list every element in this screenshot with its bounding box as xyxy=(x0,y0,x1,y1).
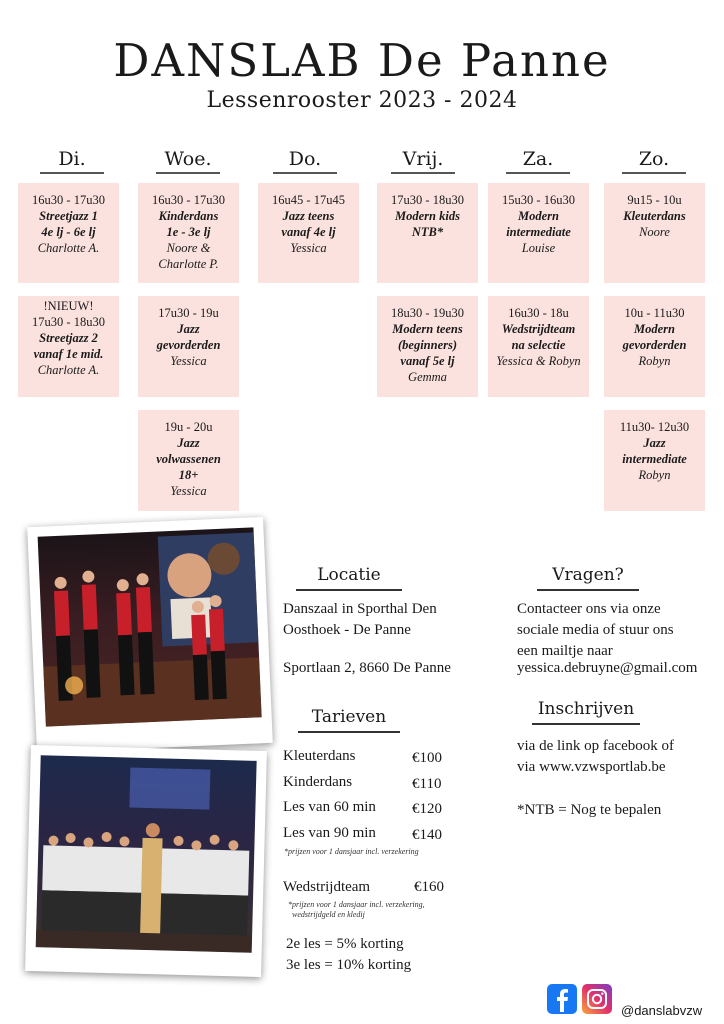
class-name: Jazz teens xyxy=(282,209,335,223)
tarieven-heading: Tarieven xyxy=(298,707,400,733)
class-card-zo-3 xyxy=(604,410,705,511)
photo-frame-group xyxy=(25,745,267,977)
class-teacher: Yessica xyxy=(170,354,207,368)
price-note: wedstrijdgeld en kledij xyxy=(292,910,365,919)
price-item-value: €160 xyxy=(414,879,444,895)
new-badge: !NIEUW! xyxy=(43,299,94,313)
class-name: Jazz xyxy=(177,322,200,336)
class-teacher: Louise xyxy=(521,241,556,255)
class-time: 19u - 20u xyxy=(164,420,213,434)
price-item-name: Les van 90 min xyxy=(283,825,376,841)
class-teacher: Robyn xyxy=(638,468,671,482)
page-title: DANSLAB De Panne xyxy=(113,34,611,87)
facebook-icon[interactable] xyxy=(547,984,577,1014)
dancers-illustration-icon xyxy=(38,527,262,726)
class-card-woe-3 xyxy=(138,410,239,511)
class-teacher: Noore xyxy=(639,225,670,239)
day-header-vrij: Vrij. xyxy=(391,148,455,174)
class-teacher: Charlotte A. xyxy=(37,363,100,377)
vragen-heading: Vragen? xyxy=(537,565,639,591)
vragen-line3: een mailtje naar xyxy=(517,643,613,659)
class-level: gevorderden xyxy=(156,338,221,352)
group-performance-photo xyxy=(36,755,257,953)
class-time: 10u - 11u30 xyxy=(624,306,685,320)
locatie-heading: Locatie xyxy=(296,565,402,591)
class-teacher: Robyn xyxy=(638,354,671,368)
class-teacher: Noore & xyxy=(166,241,211,255)
price-item-value: €100 xyxy=(412,750,442,766)
class-level: intermediate xyxy=(506,225,571,239)
class-name: Modern kids xyxy=(395,209,460,223)
day-header-zo: Zo. xyxy=(622,148,686,174)
inschrijven-heading: Inschrijven xyxy=(532,699,640,725)
class-time: 9u15 - 10u xyxy=(627,193,682,207)
price-note: *prijzen voor 1 dansjaar incl. verzekering, xyxy=(288,900,425,909)
class-level: vanaf 5e lj xyxy=(400,354,455,368)
price-item-name: Wedstrijdteam xyxy=(283,879,371,895)
class-time: 16u45 - 17u45 xyxy=(272,193,345,207)
dance-performance-photo xyxy=(38,527,262,726)
class-name: Jazz xyxy=(643,436,666,450)
day-header-za: Za. xyxy=(506,148,570,174)
price-item-name: Kleuterdans xyxy=(283,748,356,764)
class-card-di-2 xyxy=(18,296,119,397)
class-level: 18+ xyxy=(178,468,199,482)
class-teacher: Charlotte A. xyxy=(37,241,100,255)
day-header-woe: Woe. xyxy=(156,148,220,174)
class-card-zo-1 xyxy=(604,183,705,283)
class-level: na selectie xyxy=(511,338,566,352)
group-illustration-icon xyxy=(36,755,257,953)
price-item-value: €110 xyxy=(412,776,442,792)
price-item-name: Les van 60 min xyxy=(283,799,376,815)
discount-3rd: 3e les = 10% korting xyxy=(286,957,412,973)
class-level: NTB* xyxy=(411,225,444,239)
class-card-woe-2 xyxy=(138,296,239,397)
contact-email-link[interactable]: yessica.debruyne@gmail.com xyxy=(517,660,698,676)
vragen-line2: sociale media of stuur ons xyxy=(517,622,674,638)
price-item-value: €120 xyxy=(412,801,442,817)
class-level: vanaf 4e lj xyxy=(281,225,336,239)
class-time: 16u30 - 17u30 xyxy=(152,193,225,207)
photo-frame-dancers xyxy=(27,517,273,753)
instagram-icon[interactable] xyxy=(582,984,612,1014)
class-teacher: Gemma xyxy=(408,370,447,384)
class-teacher: Yessica & Robyn xyxy=(496,354,581,368)
class-level: (beginners) xyxy=(397,338,458,352)
class-time: 18u30 - 19u30 xyxy=(391,306,464,320)
class-name: Kleuterdans xyxy=(623,209,686,223)
vragen-line1: Contacteer ons via onze xyxy=(517,601,661,617)
class-time: 17u30 - 19u xyxy=(158,306,219,320)
class-level: gevorderden xyxy=(622,338,687,352)
class-time: 16u30 - 18u xyxy=(508,306,569,320)
class-name: Jazz xyxy=(177,436,200,450)
class-name: Wedstrijdteam xyxy=(501,322,576,336)
class-teacher: Charlotte P. xyxy=(158,257,219,271)
class-level: volwassenen xyxy=(156,452,221,466)
class-level: 1e - 3e lj xyxy=(166,225,211,239)
class-card-woe-1 xyxy=(138,183,239,283)
class-name: Streetjazz 1 xyxy=(39,209,98,223)
class-name: Modern xyxy=(634,322,675,336)
class-time: 16u30 - 17u30 xyxy=(32,193,105,207)
price-item-name: Kinderdans xyxy=(283,774,353,790)
class-card-za-1 xyxy=(488,183,589,283)
class-level: 4e lj - 6e lj xyxy=(41,225,96,239)
day-header-do: Do. xyxy=(273,148,337,174)
class-card-vrij-2 xyxy=(377,296,478,397)
class-card-zo-2 xyxy=(604,296,705,397)
social-handle: @danslabvzw xyxy=(621,1003,703,1018)
locatie-line1: Danszaal in Sporthal Den xyxy=(283,601,437,617)
ntb-footnote: *NTB = Nog te bepalen xyxy=(517,802,662,818)
class-card-do-1 xyxy=(258,183,359,283)
class-level: intermediate xyxy=(622,452,687,466)
website-link[interactable]: via www.vzwsportlab.be xyxy=(517,759,666,775)
class-time: 15u30 - 16u30 xyxy=(502,193,575,207)
inschrijven-line1: via de link op facebook of xyxy=(517,738,675,754)
class-name: Kinderdans xyxy=(158,209,219,223)
class-time: 11u30- 12u30 xyxy=(619,420,690,434)
discount-2nd: 2e les = 5% korting xyxy=(286,936,404,952)
class-card-di-1 xyxy=(18,183,119,283)
locatie-line2: Oosthoek - De Panne xyxy=(283,622,411,638)
class-name: Modern xyxy=(518,209,559,223)
class-teacher: Yessica xyxy=(290,241,327,255)
class-card-za-2 xyxy=(488,296,589,397)
class-teacher: Yessica xyxy=(170,484,207,498)
class-name: Modern teens xyxy=(392,322,463,336)
price-note: *prijzen voor 1 dansjaar incl. verzekering xyxy=(284,847,419,856)
locatie-address: Sportlaan 2, 8660 De Panne xyxy=(283,660,451,676)
price-item-value: €140 xyxy=(412,827,442,843)
class-name: Streetjazz 2 xyxy=(39,331,98,345)
day-header-di: Di. xyxy=(40,148,104,174)
class-card-vrij-1 xyxy=(377,183,478,283)
page-subtitle: Lessenrooster 2023 - 2024 xyxy=(206,88,518,113)
class-level: vanaf 1e mid. xyxy=(33,347,104,361)
class-time: 17u30 - 18u30 xyxy=(32,315,105,329)
class-time: 17u30 - 18u30 xyxy=(391,193,464,207)
